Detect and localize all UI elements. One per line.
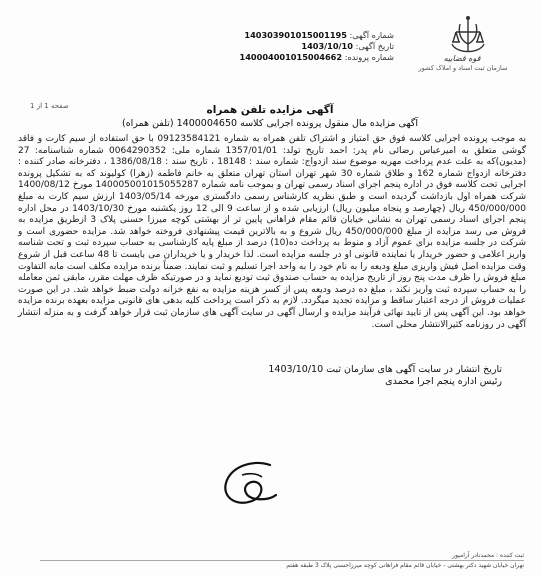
- page-subtitle: آگهی مزایده مال منقول پرونده اجرایی کلاسه 1400004650 (تلفن همراه): [121, 118, 418, 129]
- ad-number: 140303901015001195: [244, 30, 347, 40]
- case-number: 140004001015004662: [239, 52, 343, 62]
- signature-icon: [212, 455, 292, 515]
- notice-body: [18, 134, 526, 331]
- ad-date: 1403/10/10: [301, 41, 353, 51]
- notice-body-text: به موجب پرونده اجرایی کلاسه فوق حق امتیاز و اشتراک تلفن همراه به شماره 09123584121 با حق استفاده از سیم کارت و فاقد گوشی متعلق به امیرعباس رضائی نام پدر: احمد تاریخ تولد: 1357/01/01 شماره ملی: 0064290352 شماره شناسنامه: 27 (مدیون)که به علت عدم پرداخت مهریه موضوع سند ازدواج: شماره سند : 18148 ، تاریخ سند : 1386/08/18 ، دفترخانه صادر کننده : دفترخانه ازدواج شماره 162 و طلاق شماره 30 شهر تهران استان تهران متعلق به خانم فاطمه (زهرا) کولیوند که به تشکیل پرونده اجرایی تحت کلاسه فوق در اداره پنجم اجرای اسناد رسمی تهران و بموجب نامه شماره 140005001015055287 مورخ 1400/08/12 شرکت همراه اول بازداشت گردیده است و طبق نظریه کارشناس رسمی دادگستری مورخه 1403/05/14 ارزش سیم کارت به مبلغ 450/000/000 ریال (چهارصد و پنجاه میلیون ریال) ارزیابی شده و از ساعت 9 الی 12 روز یکشنبه مورخ 1403/10/30 در محل اداره پنجم اجرای اسناد رسمی تهران به نشانی خیابان قائم مقام فراهانی پایین تر از بهشتی کوچه میرزا حسنی پلاک 3 ازطریق مزایده به فروش می رسد مزایده از مبلغ 450/000/000 ریال شروع و به بالاترین قیمت پیشنهادی فروخته خواهد شد. مزایده حضوری است و شرکت در جلسه مزایده برای عموم آزاد و منوط به پرداخت ده(10) درصد از مبلغ پایه کارشناسی به حساب سپرده ثبت و تحت شناسه واریز اعلامی و حضور خریدار یا نماینده قانونی او در جلسه مزایده است. لذا خریدار و یا خریداران می بایست تا 48 ساعت قبل از شروع وقت مزایده اصل فیش واریزی مبلغ ودیعه را به نام خود را به واحد اجرا تسلیم و ثبت نمایند. ضمناً برنده مزایده مکلف است مابه التفاوت مبلغ فروش را ظرف مدت پنج روز از تاریخ مزایده به حساب صندوق ثبت توديع نمايد و در صورتیکه ظرف مهلت مقرر، مابقی ثمن معامله را به حساب سپرده ثبت واریز نکند ، مبلغ ده درصد ودیعه پس از کسر هزینه مزایده به نفع خزانه دولت ضبط خواهد شد. در این صورت عملیات فروش از درجه اعتبار ساقط و مزایده تجدید میگردد. لازم به ذکر است پرداخت کلیه بدهی های قانونی مزایده بعهده برنده مزایده خواهد بود. این آگهی پس از تایید نهائی فرآیند مزایده و ارسال آگهی در سایت آگهی های سازمان ثبت قرار خواهد گرفت و به منزله انتشار آگهی در روزنامه کثیرالانتشار محلی است.: [18, 134, 527, 330]
- ad-date-label: تاریخ آگهی:: [355, 41, 394, 51]
- signer: رئیس اداره پنجم اجرا محمدی: [385, 376, 502, 387]
- case-number-row: [239, 52, 394, 63]
- publish-date: تاریخ انتشار در سایت آگهی های سازمان ثبت 1403/10/10: [268, 364, 502, 375]
- footer-divider: [40, 560, 524, 561]
- page-title: آگهی مزایده تلفن همراه: [206, 104, 334, 116]
- registrar: ثبت کننده : محمدنادر آرامپور: [452, 552, 524, 559]
- org-name: قوه قضاییه: [443, 54, 481, 63]
- footer-address: تهران خیابان شهید دکتر بهشتی - خیابان قائم مقام فراهانی کوچه میرزاحسنی پلاک 3 طبقه هفتم: [286, 562, 524, 569]
- notice-meta: [239, 30, 394, 63]
- org-subname: سازمان ثبت اسناد و املاک کشور: [418, 64, 508, 72]
- ad-date-row: [244, 41, 394, 52]
- ad-number-row: [244, 30, 394, 41]
- ad-number-label: شماره آگهی:: [349, 30, 394, 40]
- page-indicator: صفحه 1 از 1: [30, 102, 69, 110]
- case-number-label: شماره پرونده:: [344, 52, 394, 62]
